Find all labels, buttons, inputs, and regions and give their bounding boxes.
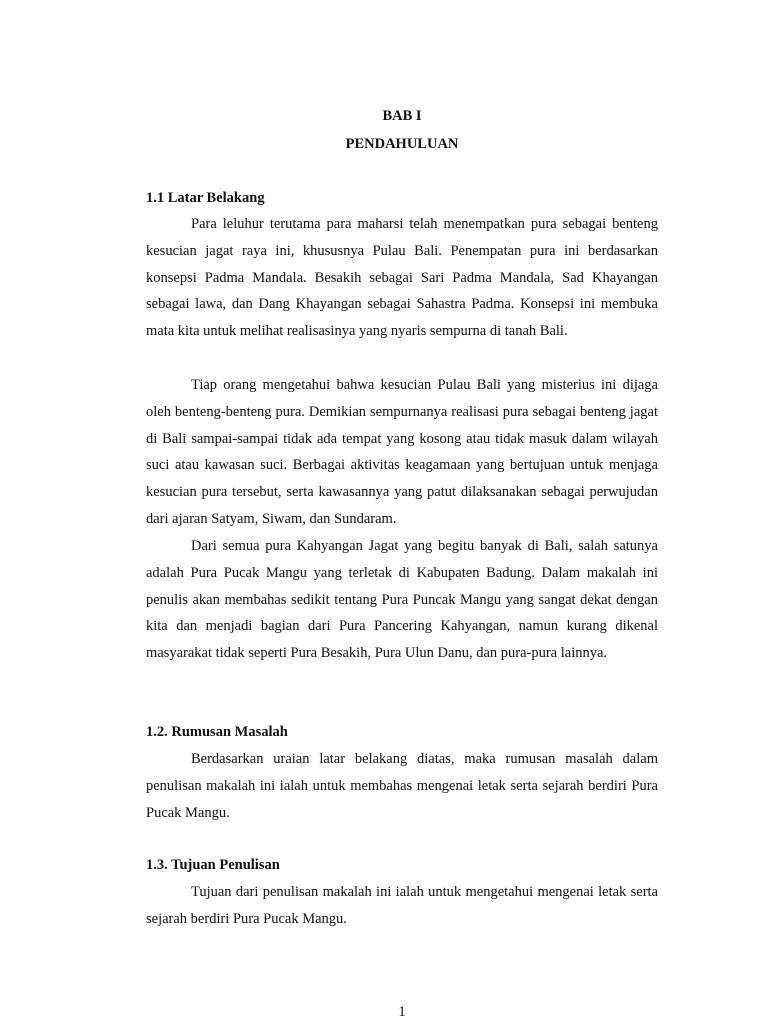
section-heading-latar-belakang: 1.1 Latar Belakang — [146, 190, 265, 206]
paragraph-latar-belakang-2: Tiap orang mengetahui bahwa kesucian Pulau Bali yang misterius ini dijaga oleh benteng-benteng pura. Demikian sempurnanya realisasi pura sebagai benteng jagat di Bali sampai-sampai tidak ada tempat yang kosong atau tidak masuk dalam wilayah suci atau kawasan suci. Berbagai aktivitas keagamaan yang bertujuan untuk menjaga kesucian pura tersebut, serta kawasannya yang patut dilaksanakan sebagai perwujudan dari ajaran Satyam, Siwam, dan Sundaram. — [146, 377, 658, 527]
paragraph-latar-belakang-3: Dari semua pura Kahyangan Jagat yang begitu banyak di Bali, salah satunya adalah Pura Pucak Mangu yang terletak di Kabupaten Badung. Dalam makalah ini penulis akan membahas sedikit tentang Pura Puncak Mangu yang sangat dekat dengan kita dan menjadi bagian dari Pura Pancering Kahyangan, namun kurang dikenal masyarakat tidak seperti Pura Besakih, Pura Ulun Danu, dan pura-pura lainnya. — [146, 538, 658, 662]
chapter-label: BAB I — [382, 108, 422, 124]
paragraph-latar-belakang-1: Para leluhur terutama para maharsi telah menempatkan pura sebagai benteng kesucian jagat raya ini, khususnya Pulau Bali. Penempatan pura ini berdasarkan konsepsi Padma Mandala. Besakih sebagai Sari Padma Mandala, Sad Khayangan sebagai lawa, dan Dang Khayangan sebagai Sahastra Padma. Konsepsi ini membuka mata kita untuk melihat realisasinya yang nyaris sempurna di tanah Bali. — [146, 216, 658, 340]
section-heading-tujuan-penulisan: 1.3. Tujuan Penulisan — [146, 857, 280, 873]
paragraph-tujuan-penulisan: Tujuan dari penulisan makalah ini ialah untuk mengetahui mengenai letak serta sejarah berdiri Pura Pucak Mangu. — [146, 884, 658, 927]
paragraph-rumusan-masalah: Berdasarkan uraian latar belakang diatas, maka rumusan masalah dalam penulisan makalah ini ialah untuk membahas mengenai letak serta sejarah berdiri Pura Pucak Mangu. — [146, 751, 658, 821]
page-number: 1 — [398, 1004, 406, 1020]
chapter-title: PENDAHULUAN — [345, 136, 459, 152]
section-heading-rumusan-masalah: 1.2. Rumusan Masalah — [146, 724, 288, 740]
